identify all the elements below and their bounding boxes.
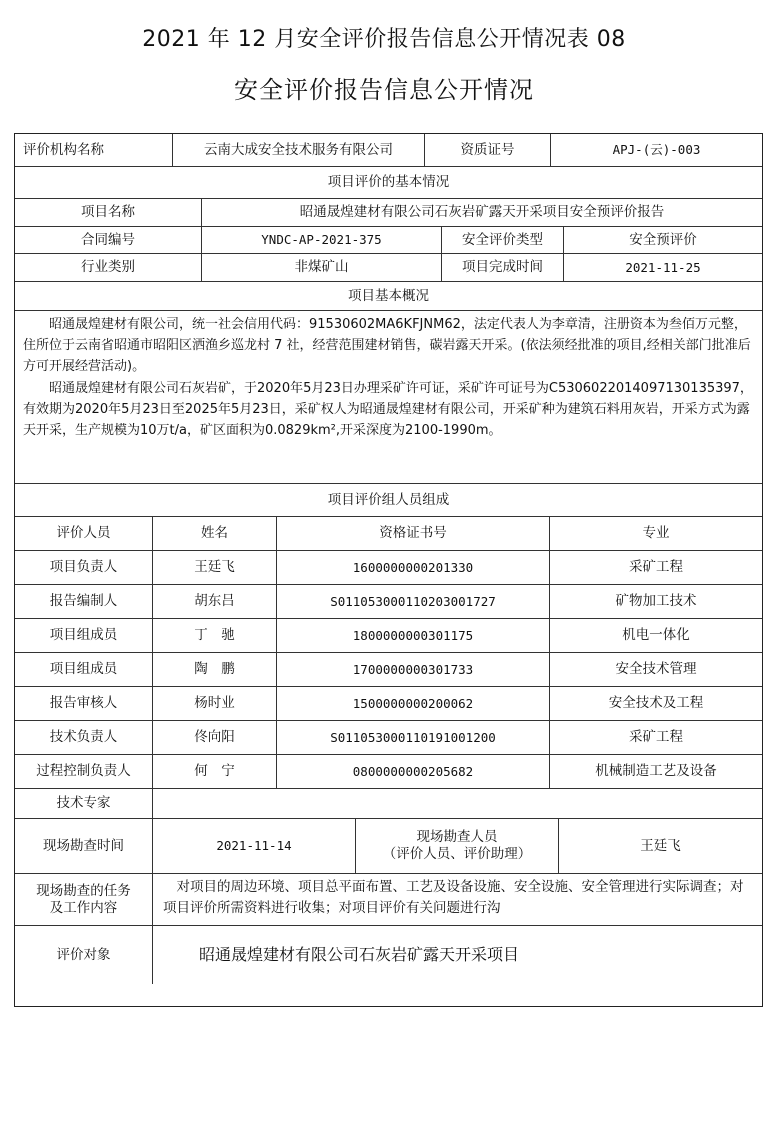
- survey-staff-label-line1: 现场勘查人员: [416, 829, 498, 846]
- contract-row: [15, 227, 762, 254]
- team-header-cert: 资格证书号: [277, 517, 550, 550]
- survey-task-value: [153, 874, 762, 925]
- survey-task-label-line1: 现场勘查的任务: [36, 882, 131, 899]
- member-cert: 1600000000201330: [277, 551, 550, 584]
- member-major: 机械制造工艺及设备: [595, 763, 717, 780]
- survey-task-text: 对项目的周边环境、项目总平面布置、工艺及设备设施、安全设施、安全管理进行实际调查；对项目评价所需资料进行收集；对项目评价有关问题进行沟: [163, 879, 744, 916]
- table-row: [15, 619, 762, 653]
- member-role: 项目负责人: [15, 551, 153, 584]
- member-role: 项目组成员: [15, 653, 153, 686]
- info-table: [14, 133, 763, 1007]
- member-major: 安全技术及工程: [608, 695, 704, 712]
- eval-type-label: 安全评价类型: [442, 227, 564, 253]
- survey-time-label: 现场勘查时间: [15, 819, 153, 873]
- member-name: 胡东吕: [153, 585, 277, 618]
- overview-text-row: [15, 311, 762, 484]
- member-cert: 1700000000301733: [277, 653, 550, 686]
- member-name: 何 宁: [153, 755, 277, 788]
- member-name: 王廷飞: [153, 551, 277, 584]
- expert-value: [153, 789, 762, 818]
- expert-label: 技术专家: [15, 789, 153, 818]
- team-header-row: [15, 517, 762, 551]
- overview-title: 项目基本概况: [348, 287, 429, 304]
- overview-paragraph-2: 昭通晟煌建材有限公司石灰岩矿，于2020年5月23日办理采矿许可证，采矿许可证号为C5306022014097130135397，有效期为2020年5月23日至2025年5月23日，采矿权人为昭通晟煌建材有限公司，开采矿种为建筑石料用灰岩，开采方式为露天开采，生产规模为10万t/a，矿区面积为0.0829km²,开采深度为2100-1990m。: [23, 380, 753, 438]
- member-major: 机电一体化: [622, 627, 690, 644]
- org-row: [15, 134, 762, 167]
- industry-label: 行业类别: [15, 254, 202, 281]
- member-cert: S011053000110203001727: [277, 585, 550, 618]
- overview-paragraph-1: 昭通晟煌建材有限公司，统一社会信用代码：91530602MA6KFJNM62，法定代表人为李章清，注册资本为叁佰万元整，住所位于云南省昭通市昭阳区洒渔乡巡龙村 7 社，经营范围建材销售，碳岩露天开采。(依法须经批准的项目,经相关部门批准后方可开展经营活动)。: [23, 317, 751, 375]
- overview-title-row: [15, 282, 762, 311]
- member-cert: 1500000000200062: [277, 687, 550, 720]
- survey-staff-label-line2: （评价人员、评价助理）: [382, 846, 532, 862]
- industry-value: 非煤矿山: [202, 254, 442, 281]
- table-row: [15, 721, 762, 755]
- org-value: 云南大成安全技术服务有限公司: [173, 134, 425, 166]
- survey-time-value: 2021-11-14: [153, 819, 356, 873]
- contract-label: 合同编号: [15, 227, 202, 253]
- cert-label: 资质证号: [425, 134, 551, 166]
- member-cert: 0800000000205682: [277, 755, 550, 788]
- member-major: 采矿工程: [629, 559, 683, 576]
- member-name: 陶 鹏: [153, 653, 277, 686]
- member-role: 项目组成员: [15, 619, 153, 652]
- member-role: 报告审核人: [15, 687, 153, 720]
- member-cert: S011053000110191001200: [277, 721, 550, 754]
- team-title-row: [15, 484, 762, 517]
- member-role: 过程控制负责人: [15, 755, 153, 788]
- member-name: 佟向阳: [153, 721, 277, 754]
- team-header-role: 评价人员: [15, 517, 153, 550]
- survey-staff-label: [356, 819, 559, 873]
- target-row: [15, 926, 762, 984]
- table-row: [15, 755, 762, 789]
- target-value: 昭通晟煌建材有限公司石灰岩矿露天开采项目: [199, 945, 520, 964]
- table-row: [15, 551, 762, 585]
- eval-type-value: 安全预评价: [629, 231, 697, 248]
- survey-row: [15, 819, 762, 874]
- contract-value: YNDC-AP-2021-375: [202, 227, 442, 253]
- member-major: 安全技术管理: [615, 661, 697, 678]
- project-name-value: 昭通晟煌建材有限公司石灰岩矿露天开采项目安全预评价报告: [299, 204, 665, 221]
- table-row: [15, 687, 762, 721]
- member-major: 采矿工程: [629, 729, 683, 746]
- member-name: 杨时业: [153, 687, 277, 720]
- member-role: 技术负责人: [15, 721, 153, 754]
- member-major: 矿物加工技术: [615, 593, 697, 610]
- survey-task-label: [15, 874, 153, 925]
- team-title: 项目评价组人员组成: [327, 491, 450, 508]
- member-role: 报告编制人: [15, 585, 153, 618]
- project-name-label: 项目名称: [15, 199, 202, 226]
- basic-section-row: [15, 167, 762, 199]
- table-row: [15, 585, 762, 619]
- table-row: [15, 653, 762, 687]
- expert-row: [15, 789, 762, 819]
- project-name-row: [15, 199, 762, 227]
- team-header-major: 专业: [642, 525, 670, 542]
- org-label: 评价机构名称: [15, 134, 173, 166]
- member-cert: 1800000000301175: [277, 619, 550, 652]
- overview-text: [15, 311, 762, 483]
- document-title: 2021 年 12 月安全评价报告信息公开情况表 08: [142, 27, 626, 52]
- team-header-name: 姓名: [153, 517, 277, 550]
- survey-task-row: [15, 874, 762, 926]
- completion-label: 项目完成时间: [442, 254, 564, 281]
- document-subtitle: 安全评价报告信息公开情况: [234, 76, 534, 104]
- survey-task-label-line2: 及工作内容: [49, 899, 118, 916]
- member-name: 丁 驰: [153, 619, 277, 652]
- target-label: 评价对象: [15, 926, 153, 984]
- cert-value: APJ-(云)-003: [612, 142, 701, 158]
- industry-row: [15, 254, 762, 282]
- basic-section-title: 项目评价的基本情况: [327, 174, 450, 191]
- completion-value: 2021-11-25: [625, 259, 701, 275]
- survey-staff-value: 王廷飞: [640, 837, 681, 854]
